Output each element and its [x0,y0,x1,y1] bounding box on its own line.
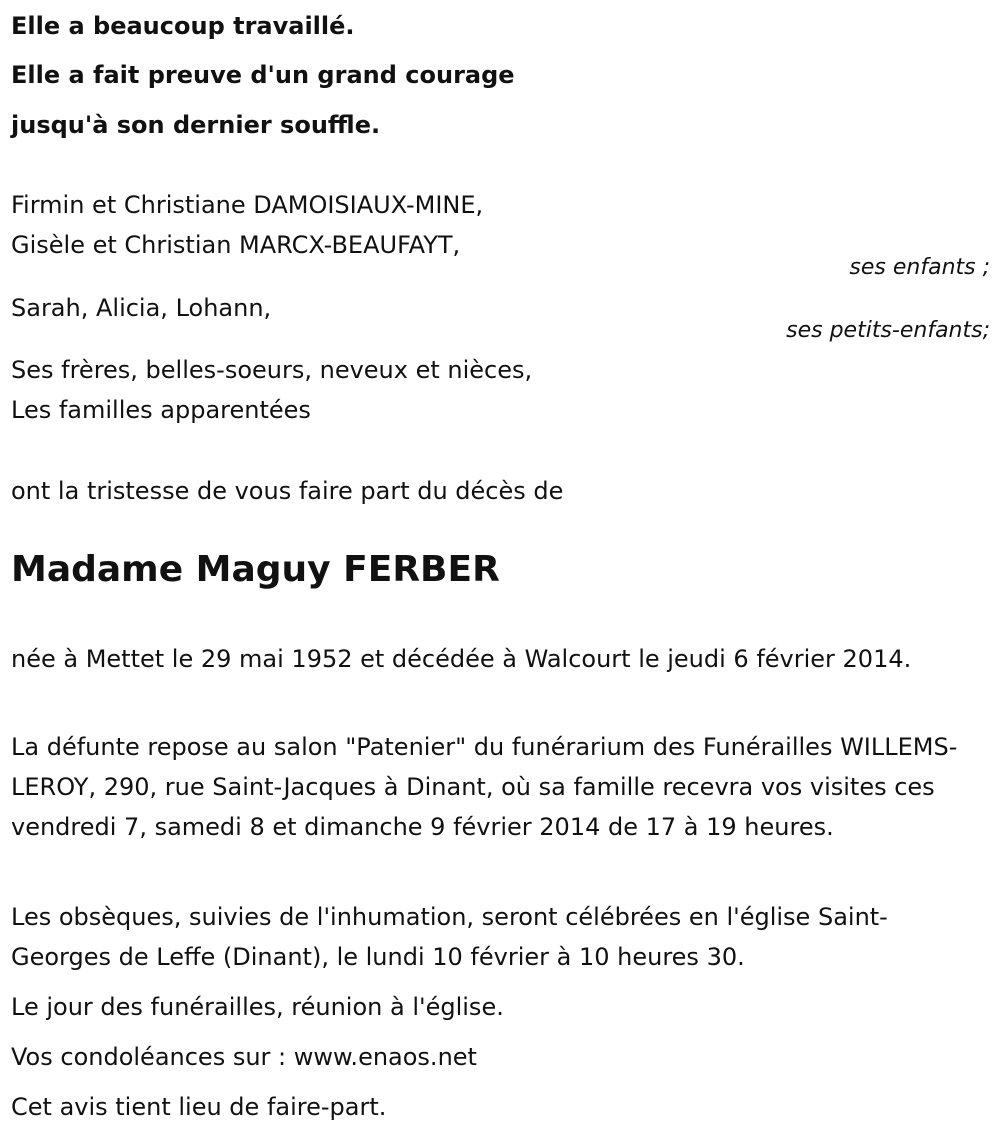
viewing-paragraph: La défunte repose au salon "Patenier" du funérarium des Funérailles WILLEMS-LEROY, 290, rue Saint-Jacques à Dinant, où sa famille recevra vos visites ces vendredi 7, samedi 8 et dimanche 9 février 2014 de 17 à 19 heures. [11,733,958,841]
announcement-text: ont la tristesse de vous faire part du décès de [11,477,564,505]
intro-line-1: Elle a beaucoup travaillé. [11,12,355,40]
birth-death-paragraph: née à Mettet le 29 mai 1952 et décédée à Walcourt le jeudi 6 février 2014. [11,645,912,673]
notice-paragraph: Cet avis tient lieu de faire-part. [11,1093,387,1121]
children-role: ses enfants ; [849,255,990,280]
funeral-paragraph: Les obsèques, suivies de l'inhumation, seront célébrées en l'église Saint-Georges de Leffe (Dinant), le lundi 10 février à 10 heures 30. [11,903,888,971]
children-line-1: Firmin et Christiane DAMOISIAUX-MINE, [11,191,484,219]
meeting-paragraph: Le jour des funérailles, réunion à l'église. [11,993,504,1021]
children-line-2: Gisèle et Christian MARCX-BEAUFAYT, [11,231,461,259]
others-line-1: Ses frères, belles-soeurs, neveux et nièces, [11,356,533,384]
deceased-name: Madame Maguy FERBER [11,549,500,590]
intro-line-2: Elle a fait preuve d'un grand courage [11,61,515,89]
grandchildren-line: Sarah, Alicia, Lohann, [11,294,272,322]
others-line-2: Les familles apparentées [11,396,311,424]
intro-line-3: jusqu'à son dernier souffle. [11,111,381,139]
condolences-paragraph: Vos condoléances sur : www.enaos.net [11,1043,477,1071]
grandchildren-role: ses petits-enfants; [786,318,990,343]
